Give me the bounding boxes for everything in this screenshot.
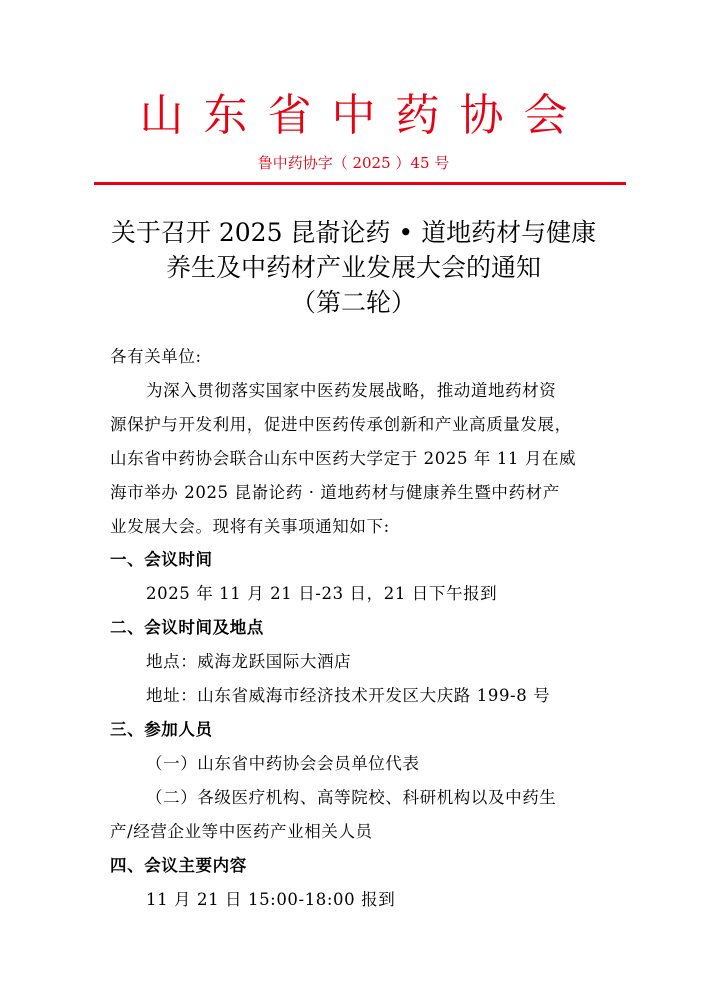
section-heading-time-place: 二、会议时间及地点 bbox=[110, 618, 264, 637]
notice-title bbox=[0, 215, 707, 320]
section-heading-participants: 三、参加人员 bbox=[110, 720, 213, 739]
intro-line: 为深入贯彻落实国家中医药发展战略，推动道地药材资 bbox=[146, 381, 557, 400]
venue-text: 地点：威海龙跃国际大酒店 bbox=[146, 652, 352, 671]
participants-item-1: （一）山东省中药协会会员单位代表 bbox=[146, 754, 420, 773]
notice-title-line-2: 养生及中药材产业发展大会的通知 bbox=[165, 253, 541, 282]
participants-item-2: （二）各级医疗机构、高等院校、科研机构以及中药生 bbox=[146, 788, 557, 807]
intro-line: 海市举办 2025 昆嵛论药 · 道地药材与健康养生暨中药材产 bbox=[110, 483, 560, 502]
participants-item-2-cont: 产/经营企业等中医药产业相关人员 bbox=[110, 822, 373, 841]
meeting-time-text: 2025 年 11 月 21 日-23 日，21 日下午报到 bbox=[146, 584, 498, 603]
salutation: 各有关单位: bbox=[110, 347, 202, 366]
address-text: 地址：山东省威海市经济技术开发区大庆路 199-8 号 bbox=[146, 686, 551, 705]
notice-title-line-3: （第二轮） bbox=[290, 288, 416, 317]
organization-title: 山东省中药协会 bbox=[139, 90, 588, 141]
intro-line: 源保护与开发利用，促进中医药传承创新和产业高质量发展， bbox=[110, 415, 572, 434]
intro-line: 山东省中药协会联合山东中医药大学定于 2025 年 11 月在威 bbox=[110, 449, 577, 468]
red-divider bbox=[94, 182, 626, 185]
main-content-text: 11 月 21 日 15:00-18:00 报到 bbox=[146, 890, 396, 909]
section-heading-main-content: 四、会议主要内容 bbox=[110, 856, 247, 875]
section-heading-meeting-time: 一、会议时间 bbox=[110, 550, 213, 569]
notice-title-line-1: 关于召开 2025 昆嵛论药 • 道地药材与健康 bbox=[110, 218, 597, 247]
intro-line: 业发展大会。现将有关事项通知如下: bbox=[110, 517, 390, 536]
document-number: 鲁中药协字（ 2025 ）45 号 bbox=[257, 154, 450, 172]
